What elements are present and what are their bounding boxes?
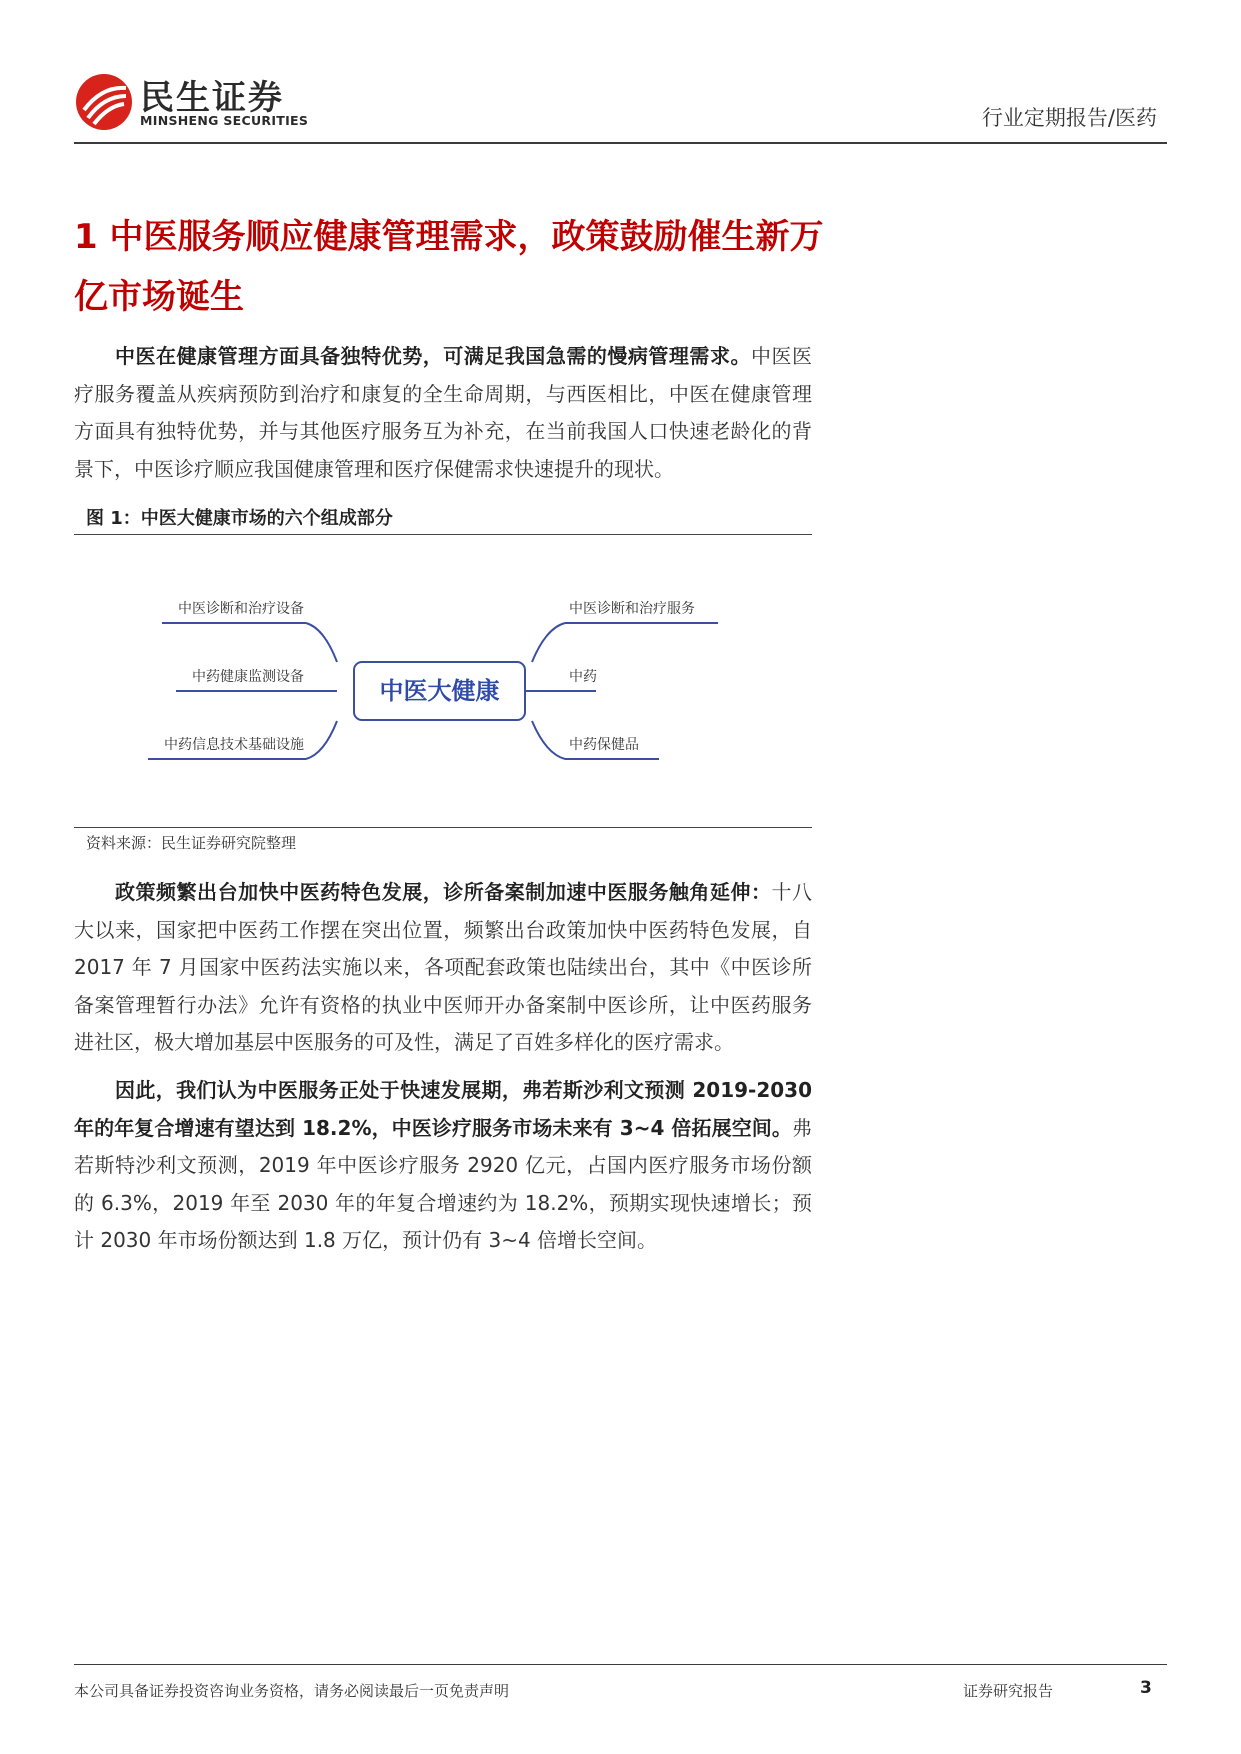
company-logo xyxy=(74,72,134,132)
header-divider xyxy=(74,142,1167,144)
left-item-3: 中药信息技术基础设施 xyxy=(164,737,304,753)
branch-right-3-connector xyxy=(532,721,565,759)
report-type: 行业定期报告/医药 xyxy=(981,106,1157,130)
paragraph-3-body: 弗若斯特沙利文预测，2019 年中医诊疗服务 2920 亿元，占国内医疗服务市场份额的 6.3%，2019 年至 2030 年的年复合增速约为 18.2%，预期实现快速增长；预计 2030 年市场份额达到 1.8 万亿，预计仍有 3~4 倍增长空间。 xyxy=(74,1115,812,1252)
paragraph-2 xyxy=(74,874,812,1062)
right-item-1: 中医诊断和治疗服务 xyxy=(569,601,695,617)
paragraph-3 xyxy=(74,1072,812,1260)
paragraph-2-body: 十八大以来，国家把中医药工作摆在突出位置，频繁出台政策加快中医药特色发展，自 2017 年 7 月国家中医药法实施以来，各项配套政策也陆续出台，其中《中医诊所备案管理暂行办法》允许有资格的执业中医师开办备案制中医诊所，让中医药服务进社区，极大增加基层中医服务的可及性，满足了百姓多样化的医疗需求。 xyxy=(74,880,812,1054)
paragraph-1-lead: 中医在健康管理方面具备独特优势，可满足我国急需的慢病管理需求。 xyxy=(115,344,751,368)
center-node: 中医大健康 xyxy=(379,677,500,705)
section-title xyxy=(74,207,834,327)
page-number: 3 xyxy=(1140,1678,1152,1698)
mind-map-diagram xyxy=(74,560,812,800)
section-title-line2: 亿市场诞生 xyxy=(74,277,244,317)
figure-source: 资料来源：民生证券研究院整理 xyxy=(86,834,297,852)
footer-divider xyxy=(74,1664,1167,1665)
branch-right-1-connector xyxy=(532,623,565,662)
figure-bottom-rule xyxy=(74,827,812,828)
figure-title: 图 1：中医大健康市场的六个组成部分 xyxy=(86,508,393,529)
branch-left-3-connector xyxy=(306,721,337,759)
footer-label: 证券研究报告 xyxy=(963,1682,1054,1700)
left-item-1: 中医诊断和治疗设备 xyxy=(178,601,304,617)
paragraph-1 xyxy=(74,338,812,488)
paragraph-1-body: 中医医疗服务覆盖从疾病预防到治疗和康复的全生命周期，与西医相比，中医在健康管理方面具有独特优势，并与其他医疗服务互为补充，在当前我国人口快速老龄化的背景下，中医诊疗顺应我国健康管理和医疗保健需求快速提升的现状。 xyxy=(74,344,812,481)
figure-top-rule xyxy=(74,534,812,535)
section-title-line1: 1 中医服务顺应健康管理需求，政策鼓励催生新万 xyxy=(74,217,824,257)
branch-left-1-connector xyxy=(306,623,337,662)
left-item-2: 中药健康监测设备 xyxy=(192,669,304,685)
right-item-3: 中药保健品 xyxy=(569,737,639,753)
brand-name-en: MINSHENG SECURITIES xyxy=(140,113,309,128)
paragraph-2-lead: 政策频繁出台加快中医药特色发展，诊所备案制加速中医服务触角延伸： xyxy=(115,880,772,904)
brand-name-cn: 民生证券 xyxy=(140,78,284,118)
paragraph-3-lead: 因此，我们认为中医服务正处于快速发展期，弗若斯沙利文预测 2019-2030 年的年复合增速有望达到 18.2%，中医诊疗服务市场未来有 3~4 倍拓展空间。 xyxy=(74,1078,812,1140)
footer-disclaimer: 本公司具备证券投资咨询业务资格，请务必阅读最后一页免责声明 xyxy=(74,1682,510,1700)
right-item-2: 中药 xyxy=(569,669,597,685)
